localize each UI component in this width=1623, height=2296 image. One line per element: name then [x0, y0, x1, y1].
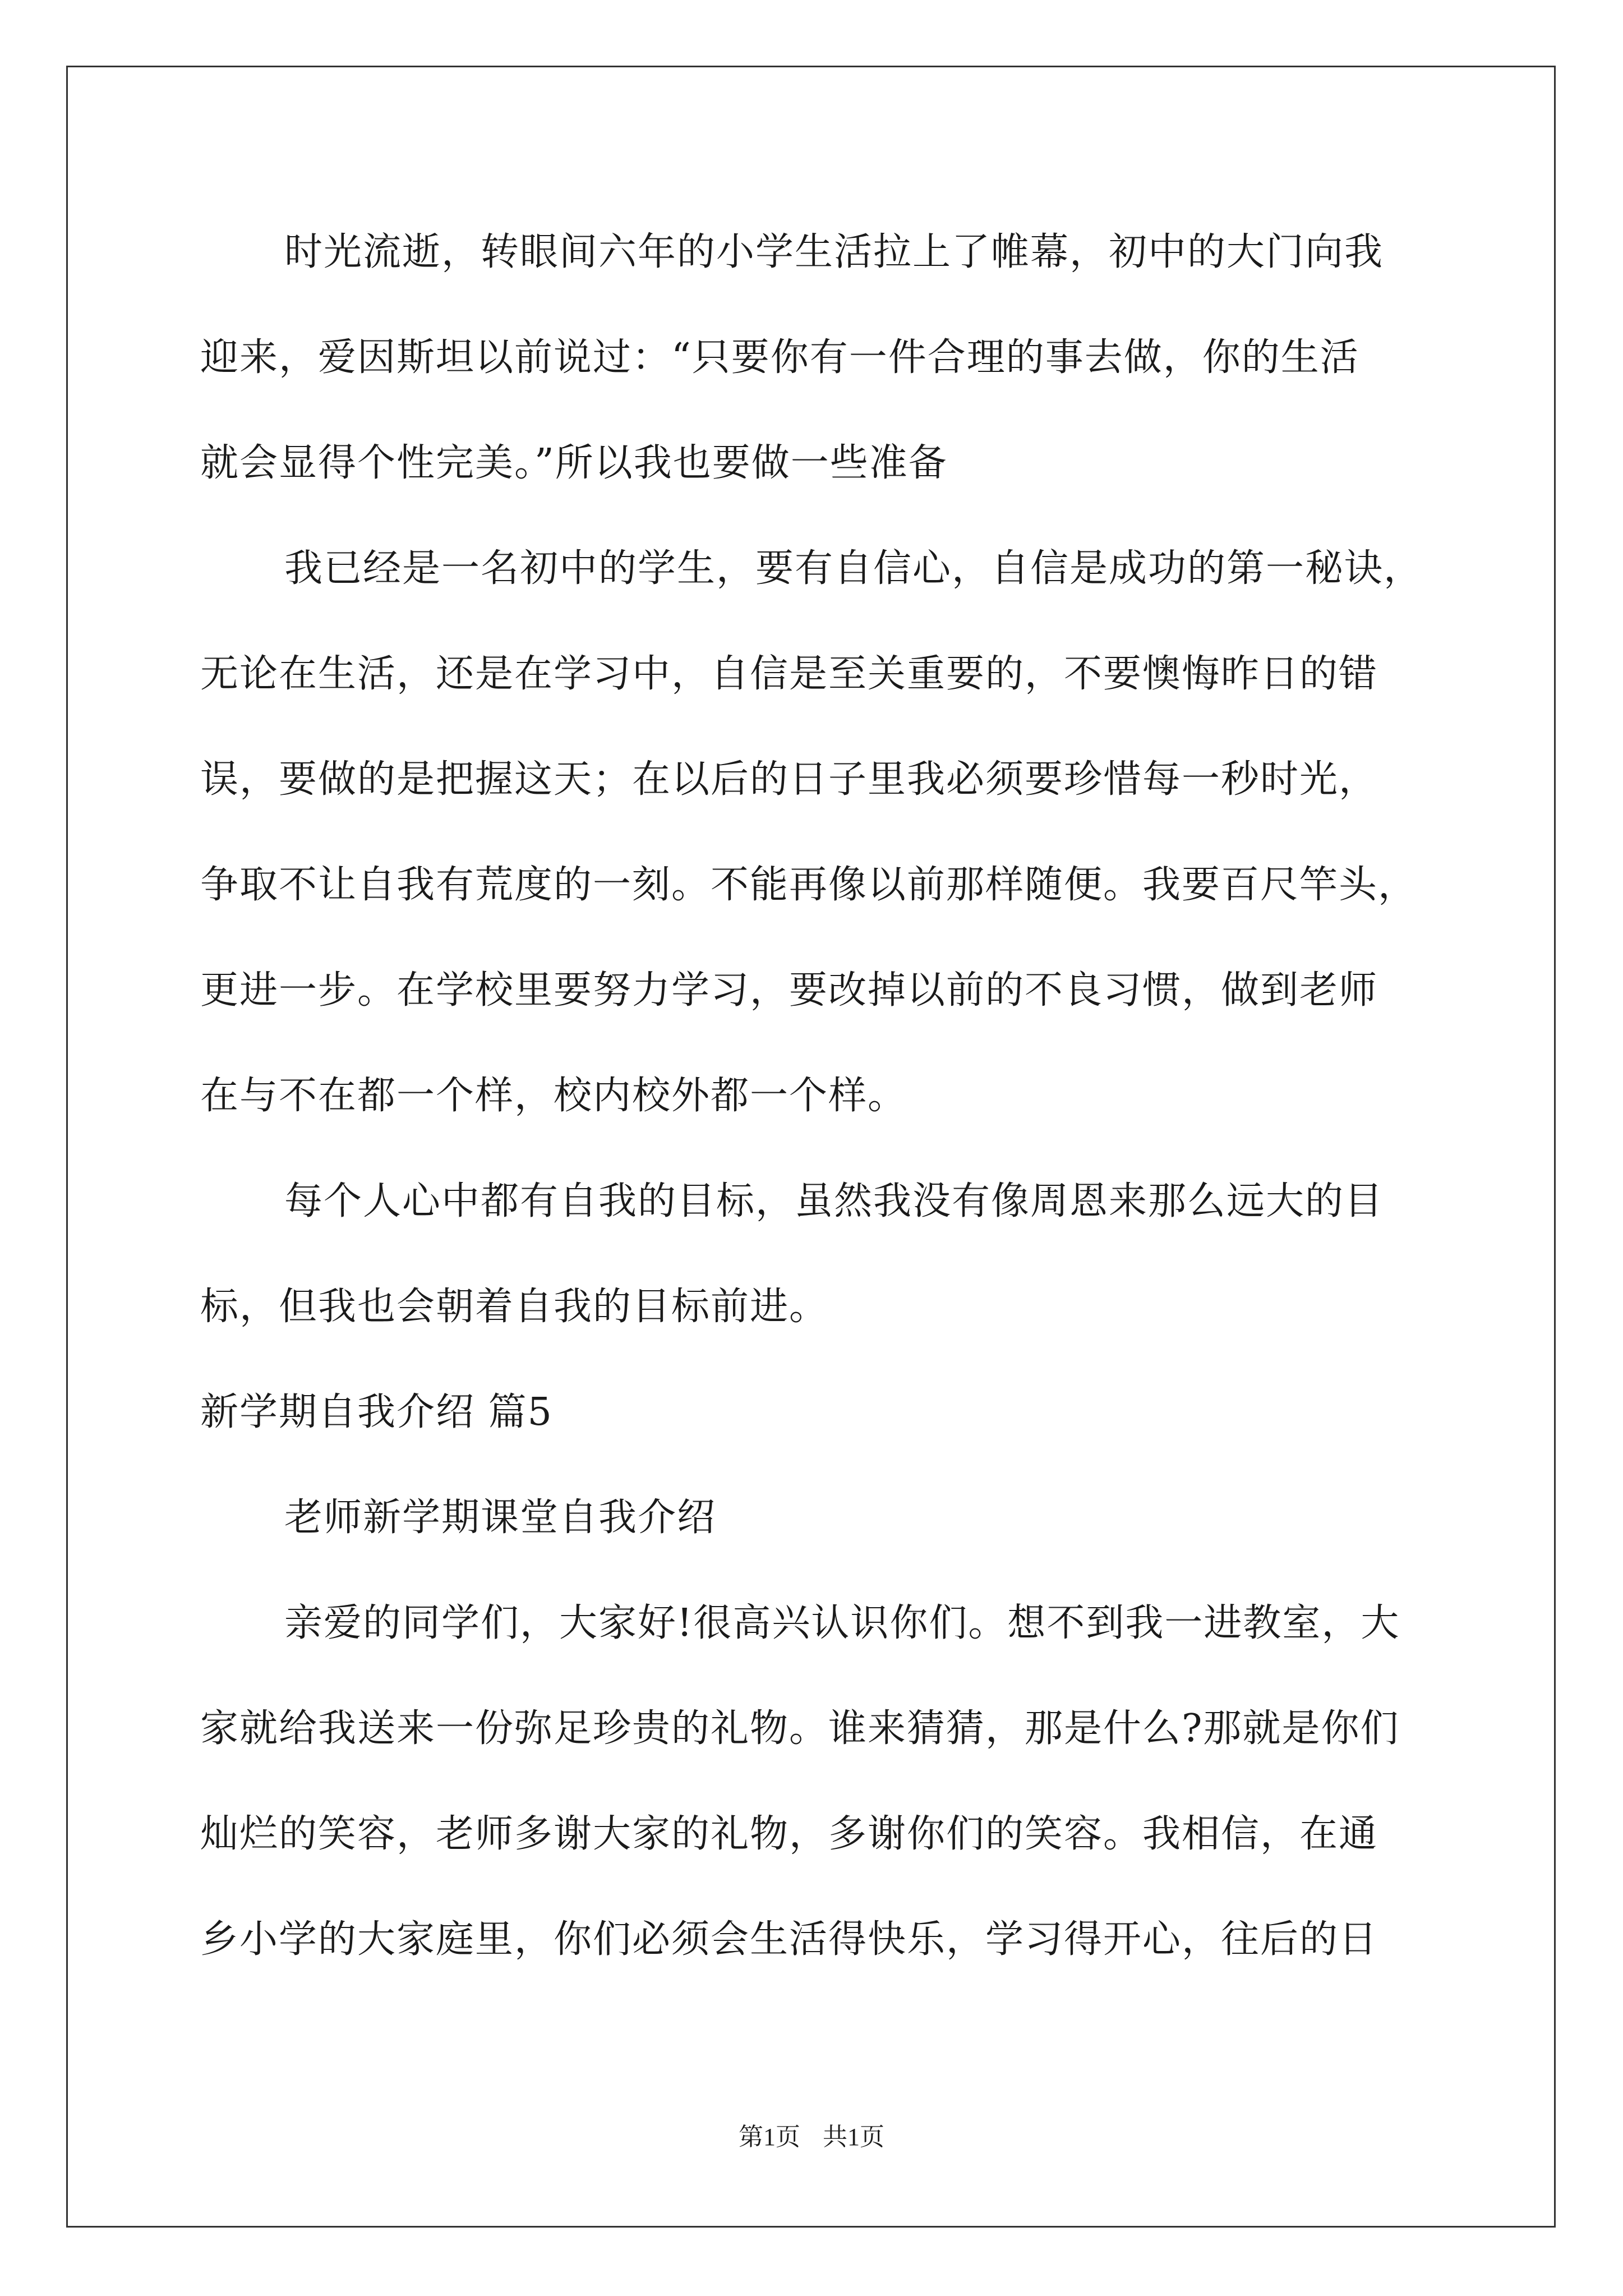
text-line: 无论在生活，还是在学习中，自信是至关重要的，不要懊悔昨日的错 — [200, 652, 1378, 696]
text-line: 亲爱的同学们，大家好!很高兴认识你们。想不到我一进教室，大 — [284, 1601, 1400, 1645]
text-line: 每个人心中都有自我的目标，虽然我没有像周恩来那么远大的目 — [284, 1179, 1384, 1223]
text-line: 标，但我也会朝着自我的目标前进。 — [200, 1285, 829, 1329]
text-line: 误，要做的是把握这天；在以后的日子里我必须要珍惜每一秒时光， — [200, 757, 1378, 802]
page-total: 共1页 — [823, 2123, 884, 2151]
text-line: 家就给我送来一份弥足珍贵的礼物。谁来猜猜，那是什么?那就是你们 — [200, 1706, 1400, 1751]
text-line: 灿烂的笑容，老师多谢大家的礼物，多谢你们的笑容。我相信，在通 — [200, 1812, 1378, 1856]
page-number: 第1页 — [739, 2123, 800, 2151]
page-footer — [0, 2120, 1623, 2154]
section-subtitle: 老师新学期课堂自我介绍 — [284, 1496, 717, 1540]
text-line: 争取不让自我有荒度的一刻。不能再像以前那样随便。我要百尺竿头， — [200, 863, 1418, 907]
text-line: 就会显得个性完美。”所以我也要做一些准备 — [200, 441, 948, 485]
text-line: 我已经是一名初中的学生，要有自信心，自信是成功的第一秘诀， — [284, 546, 1423, 591]
text-line: 在与不在都一个样，校内校外都一个样。 — [200, 1074, 907, 1118]
text-line: 乡小学的大家庭里，你们必须会生活得快乐，学习得开心，往后的日 — [200, 1917, 1378, 1962]
text-line: 更进一步。在学校里要努力学习，要改掉以前的不良习惯，做到老师 — [200, 968, 1378, 1013]
text-line: 时光流逝，转眼间六年的小学生活拉上了帷幕，初中的大门向我 — [284, 230, 1384, 274]
text-line: 迎来，爱因斯坦以前说过：“只要你有一件合理的事去做，你的生活 — [200, 335, 1359, 380]
section-heading: 新学期自我介绍 篇5 — [200, 1390, 553, 1434]
